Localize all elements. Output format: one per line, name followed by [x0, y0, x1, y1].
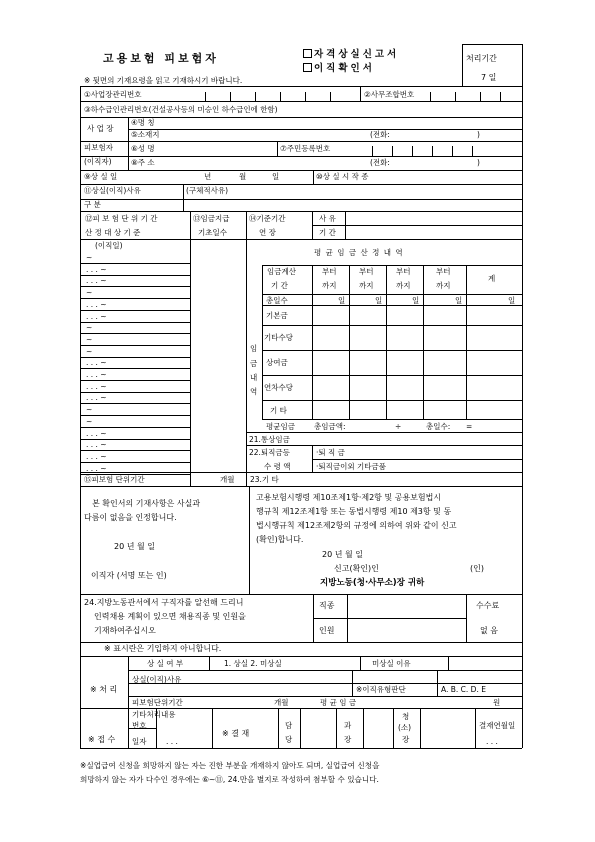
col-to-3: 까지 [396, 281, 411, 290]
settle-date-dots: . . . [486, 737, 498, 746]
row-divider [80, 380, 190, 381]
biz-mgmt-no-label: ①사업장관리번호 [84, 90, 142, 99]
form-title: 고용보험 피보험자 [103, 52, 219, 65]
loss-options: 1. 상실 2. 미상실 [224, 659, 282, 668]
period-range-row: . . . ~ [86, 311, 107, 321]
footer-note-2: 희망하지 않는 자가 다수인 경우에는 ⑥~⑪, 24.만을 별지로 작성하여 첨부할 수 있습니다. [80, 775, 379, 784]
category-label: 구 분 [84, 200, 101, 209]
checkbox-icon[interactable] [303, 63, 312, 72]
workplace-label: 사 업 장 [87, 124, 114, 133]
period-range-row: . . . ~ [86, 463, 107, 473]
won-label: 원 [493, 698, 501, 707]
months-office-label: 개월 [274, 698, 289, 707]
period-range-row: . . . ~ [86, 381, 107, 391]
confirm-date: 20 년 월 일 [114, 542, 155, 551]
col-to-1: 까지 [322, 281, 337, 290]
job-offer-text-1: 24.지방노동관서에서 구직자를 알선해 드리니 [84, 598, 244, 607]
option-loss-report[interactable]: 자격상실신고서 [303, 49, 399, 60]
paren-close-2: ) [477, 158, 480, 167]
avg-wage-label: 평균임금 [266, 422, 295, 431]
row-divider [80, 298, 190, 299]
paren-close-1: ) [477, 130, 480, 139]
base-header-1: ⑭기준기간 [249, 214, 286, 223]
wage-vertical-3: 내 [250, 373, 258, 382]
insured-sub-label: (이직자) [84, 157, 112, 166]
loss-month: 월 [239, 172, 247, 181]
leave-date-label: (이직일) [95, 241, 123, 250]
period-range-row: ~ [86, 416, 93, 426]
row-divider [80, 415, 190, 416]
day-unit-2: 일 [375, 296, 383, 305]
row-divider [80, 263, 190, 264]
period-range-row: . . . ~ [86, 428, 107, 438]
period-range-row: . . . ~ [86, 440, 107, 450]
etc-23-label: 23.기 타 [250, 475, 279, 484]
loss-day: 일 [272, 172, 280, 181]
section-chief-2: 장 [344, 735, 352, 744]
basic-wage-label: 기본금 [266, 311, 288, 320]
office-use-note: ※ 표시란은 기입하지 아니합니다. [104, 644, 222, 653]
day-unit-1: 일 [338, 296, 346, 305]
insured-label: 피보험자 [84, 143, 113, 152]
period-range-row: . . . ~ [86, 358, 107, 368]
row-divider [80, 310, 190, 311]
workplace-addr-label: ⑤소재지 [131, 130, 160, 139]
total-days-label: 총일수 [266, 296, 288, 305]
period-range-row: . . . ~ [86, 264, 107, 274]
loss-status-label: 상 실 여 부 [147, 659, 184, 668]
row-divider [80, 286, 190, 287]
avg-wage-title: 평 균 임 금 산 정 내 역 [314, 248, 404, 257]
fee-value: 없 음 [480, 626, 498, 635]
period-range-row: ~ [86, 253, 93, 262]
leave-type-label: ※이직유형판단 [356, 685, 406, 694]
seal-label: (인) [470, 564, 484, 573]
tel-label-1: (전화: [370, 130, 390, 139]
day-unit-4: 일 [455, 296, 463, 305]
period-range-row: ~ [86, 346, 93, 356]
ordinary-wage-label: 21.통상임금 [249, 435, 290, 444]
confirm-text-2: 다름이 없음을 인정합니다. [84, 513, 177, 522]
col-from-2: 부터 [359, 267, 374, 276]
calc-period-1: 임금계산 [267, 267, 296, 276]
staff-label-2: 당 [285, 735, 293, 744]
option-leave-confirm[interactable]: 이직확인서 [303, 63, 375, 74]
divide-sign: ÷ [395, 422, 402, 431]
job-type-label: 직종 [319, 601, 335, 610]
calc-period-2: 기 간 [271, 281, 288, 290]
total-days-label-2: 총일수: [426, 422, 451, 431]
recipient-office: 지방노동(청·사무소)장 귀하 [320, 578, 425, 588]
other-processing-label: 기타처리내용 [132, 710, 176, 719]
loss-date-label: ⑨상 실 일 [84, 172, 118, 181]
union-no-label: ②사무조합번호 [364, 90, 415, 99]
processing-period-label: 처리기간 [466, 54, 497, 63]
checkbox-icon[interactable] [303, 49, 312, 58]
period-header-1: ⑫피 보 험 단 위 기 간 [85, 214, 158, 223]
receipt-no-label: 번호 [132, 721, 147, 730]
other-goods-label: ·퇴직금이외 기타금품 [316, 462, 386, 471]
equals-sign: = [466, 422, 473, 431]
person-addr-label: ⑧주 소 [131, 158, 155, 167]
leave-type-values: A. B. C. D. E [441, 685, 486, 694]
period-range-row: . . . ~ [86, 370, 107, 379]
staff-label-1: 담 [285, 721, 293, 730]
tel-label-2: (전화: [370, 158, 390, 167]
pay-header-1: ⑬임금지급 [193, 214, 230, 223]
loss-year: 년 [204, 172, 212, 181]
other-allowance-label: 기타수당 [264, 333, 293, 342]
col-to-2: 까지 [359, 281, 374, 290]
footer-note-1: ※실업급여 신청을 희망하지 않는 자는 진한 부분을 개재하지 않아도 되며, 실업급여 신청을 [80, 761, 380, 770]
workplace-name-label: ④명 칭 [131, 118, 155, 127]
row-divider [80, 345, 190, 346]
period-range-row: . . . ~ [86, 393, 107, 403]
fee-label: 수수료 [476, 601, 500, 610]
confirm-text-1: 본 확인서의 기재사항은 사실과 [92, 499, 201, 508]
row-divider [80, 462, 190, 463]
col-from-1: 부터 [322, 267, 337, 276]
instruction-note: ※ 뒷면의 기재요령을 읽고 기재하시기 바랍니다. [84, 76, 243, 85]
col-from-4: 부터 [436, 267, 451, 276]
bonus-label: 상여금 [266, 358, 288, 367]
receipt-amount-label: 수 령 액 [264, 462, 291, 471]
period-range-row: . . . ~ [86, 299, 107, 309]
reporter-label: 신고(확인)인 [334, 564, 379, 573]
law-text-2: 행규칙 제12조제1항 또는 동법시행령 제10 제3항 및 동 [256, 507, 452, 516]
wage-vertical-2: 금 [250, 359, 258, 368]
non-loss-reason-label: 미상실 이유 [372, 659, 411, 668]
receipt-date-dots: . . . [166, 737, 178, 746]
director-3: 장 [402, 735, 410, 744]
period-range-row: ~ [86, 334, 93, 344]
job-offer-text-2: 인력채용 계획이 있으면 채용직종 및 인원을 [94, 612, 246, 621]
law-text-3: 법시행규칙 제12조제2항의 규정에 의하여 위와 같이 신고 [256, 521, 457, 530]
etc-label: 기 타 [270, 406, 287, 415]
period-range-row: ~ [86, 405, 93, 415]
director-2: (소) [398, 723, 412, 732]
processing-period-value: 7 일 [481, 73, 497, 82]
person-name-label: ⑥성 명 [131, 144, 155, 153]
retirement-label: 22.퇴직금등 [249, 448, 290, 457]
reason-header: 사 유 [319, 214, 336, 223]
loss-reason-label: ⑪상실(이직)사유 [84, 186, 141, 195]
base-header-2: 연 장 [259, 228, 276, 237]
avg-wage-office-label: 평 균 임 금 [320, 698, 357, 707]
rrn-label: ⑦주민등록번호 [280, 144, 331, 153]
section-chief-1: 과 [344, 721, 352, 730]
period-header-2: 산 정 대 상 기 준 [85, 228, 141, 237]
total-amount-label: 총임금액: [314, 422, 346, 431]
period-range-row: . . . ~ [86, 451, 107, 461]
annual-leave-label: 연차수당 [264, 383, 293, 392]
col-total: 계 [488, 274, 496, 283]
period-range-row: ~ [86, 288, 93, 298]
law-text-1: 고용보험시행령 제10조제1항·제2항 및 공용보험법시 [256, 493, 442, 502]
reason-detail-label: (구체적사유) [186, 186, 229, 195]
row-divider [80, 427, 190, 428]
row-divider [80, 403, 190, 404]
process-label: ※ 처 리 [90, 685, 118, 694]
months-label: 개월 [220, 475, 235, 484]
headcount-label: 인원 [319, 626, 335, 635]
row-divider [80, 333, 190, 334]
job-offer-text-3: 기재하여주십시오 [94, 626, 156, 635]
law-text-4: (확인)합니다. [256, 535, 304, 544]
receipt-label: ※ 접 수 [88, 735, 116, 744]
settle-date-label: 결재연월일 [479, 721, 516, 730]
period-range-row: . . . ~ [86, 276, 107, 286]
loss-start-label: ⑩상 실 시 작 종 [316, 172, 369, 181]
leaver-signature: 이직자 (서명 또는 인) [91, 571, 167, 580]
day-unit-3: 일 [412, 296, 420, 305]
period-header: 기 간 [319, 228, 336, 237]
wage-vertical-1: 임 [250, 344, 258, 353]
subcontractor-no-label: ③하수급인관리번호(건설공사등의 미승인 하수급인에 한함) [84, 105, 278, 114]
day-unit-5: 일 [508, 296, 516, 305]
col-to-4: 까지 [436, 281, 451, 290]
pay-header-2: 기초일수 [198, 228, 227, 237]
receipt-date-label: 일자 [132, 737, 147, 746]
retirement-pay-label: ·퇴 직 금 [316, 448, 345, 457]
unit-period-office-label: 피보험단위기간 [132, 698, 183, 707]
report-date: 20 년 월 일 [322, 550, 363, 559]
wage-vertical-4: 역 [250, 387, 258, 396]
approval-label: ※ 결 재 [222, 729, 250, 738]
unit-period-label: ⑮피보험 단위기간 [84, 475, 145, 484]
row-divider [80, 322, 190, 323]
period-range-row: ~ [86, 323, 93, 333]
col-from-3: 부터 [396, 267, 411, 276]
director-1: 청 [402, 712, 410, 721]
loss-reason-office-label: 상실(이직)사유 [132, 675, 182, 684]
